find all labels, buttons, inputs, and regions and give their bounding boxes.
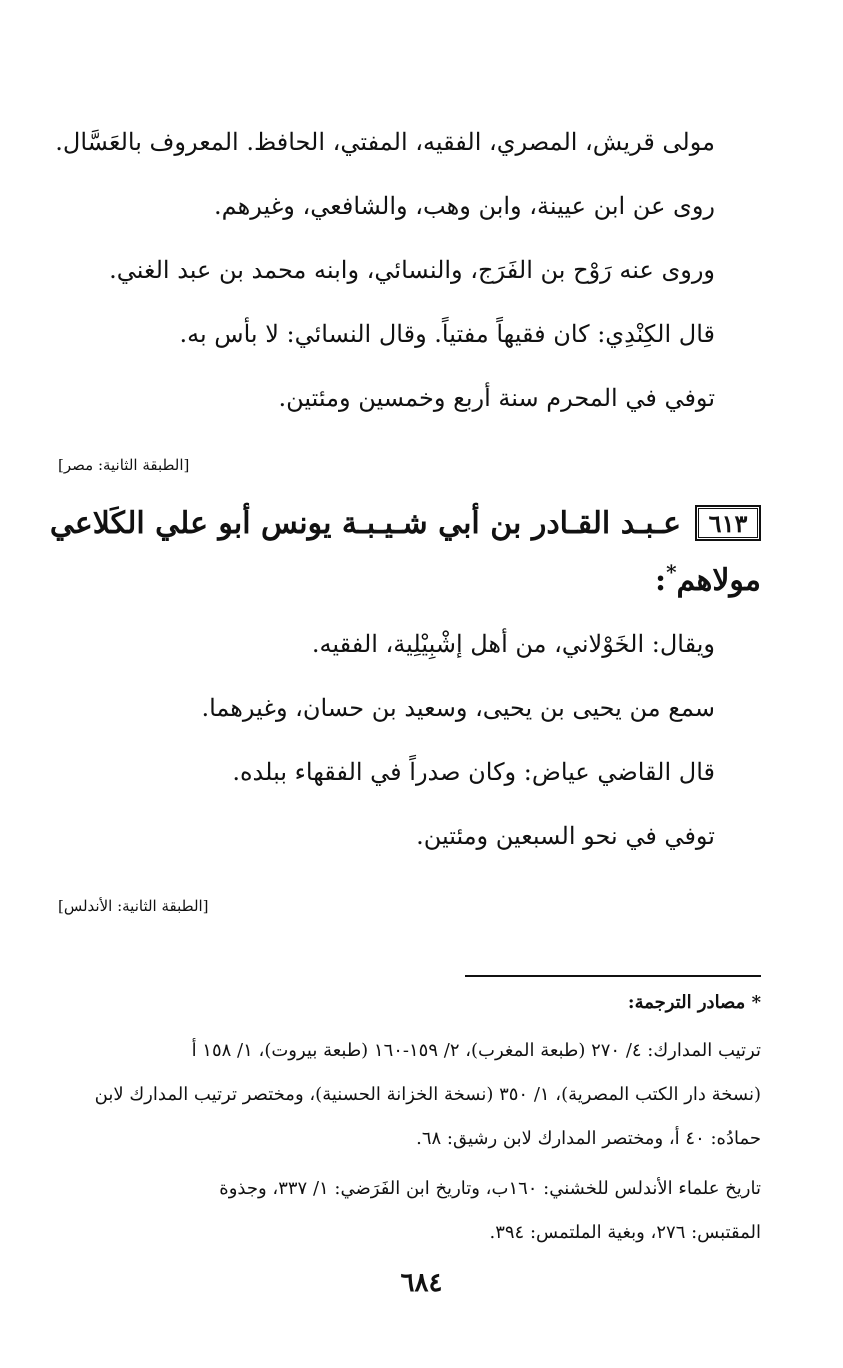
prev-entry-line-1: مولى قريش، المصري، الفقيه، المفتي، الحافظ. المعروف بالعَسَّال.: [55, 128, 715, 156]
footnote-heading: * مصادر الترجمة:: [627, 992, 761, 1013]
entry-line-3: قال القاضي عياض: وكان صدراً في الفقهاء ببلده.: [232, 758, 715, 786]
entry-title: عـبـد القـادر بن أبي شـيـبـة يونس أبو علي الكَلاعي: [49, 505, 681, 541]
footnote-marker: *: [666, 560, 677, 584]
footnote-divider: [465, 975, 761, 977]
entry-title-colon: :: [654, 563, 667, 598]
prev-entry-tag: [الطبقة الثانية: مصر]: [58, 456, 190, 474]
entry-title-continuation: [655, 560, 761, 598]
entry-heading: [48, 500, 761, 546]
prev-entry-line-3: وروى عنه رَوْح بن الفَرَج، والنسائي، وابنه محمد بن عبد الغني.: [109, 256, 715, 284]
footnote-line-3: حمادُه: ٤٠ أ، ومختصر المدارك لابن رشيق: ٦٨.: [416, 1128, 761, 1149]
footnote-line-1: ترتيب المدارك: ٤/ ٢٧٠ (طبعة المغرب)، ٢/ ١٥٩-١٦٠ (طبعة بيروت)، ١/ ١٥٨ أ: [191, 1040, 761, 1061]
footnote-line-2: (نسخة دار الكتب المصرية)، ١/ ٣٥٠ (نسخة الخزانة الحسنية)، ومختصر ترتيب المدارك لابن: [94, 1084, 761, 1105]
entry-line-2: سمع من يحيى بن يحيى، وسعيد بن حسان، وغيرهما.: [201, 694, 715, 722]
prev-entry-line-5: توفي في المحرم سنة أربع وخمسين ومئتين.: [278, 384, 715, 412]
entry-number: ٦١٣: [698, 508, 758, 538]
entry-tag: [الطبقة الثانية: الأندلس]: [58, 897, 209, 915]
entry-line-1: ويقال: الخَوْلاني، من أهل إشْبِيْلِية، الفقيه.: [311, 630, 715, 658]
entry-number-box: [695, 505, 761, 541]
prev-entry-line-4: قال الكِنْدِي: كان فقيهاً مفتياً. وقال النسائي: لا بأس به.: [179, 320, 715, 348]
footnote-line-5: المقتبس: ٢٧٦، وبغية الملتمس: ٣٩٤.: [489, 1222, 761, 1243]
footnote-line-4: تاريخ علماء الأندلس للخشني: ١٦٠ب، وتاريخ ابن الفَرَضي: ١/ ٣٣٧، وجذوة: [219, 1178, 761, 1199]
prev-entry-line-2: روى عن ابن عيينة، وابن وهب، والشافعي، وغيرهم.: [214, 192, 715, 220]
page-number: ٦٨٤: [400, 1268, 443, 1298]
entry-title-cont-text: مولاهم: [676, 563, 761, 598]
entry-line-4: توفي في نحو السبعين ومئتين.: [416, 822, 715, 850]
